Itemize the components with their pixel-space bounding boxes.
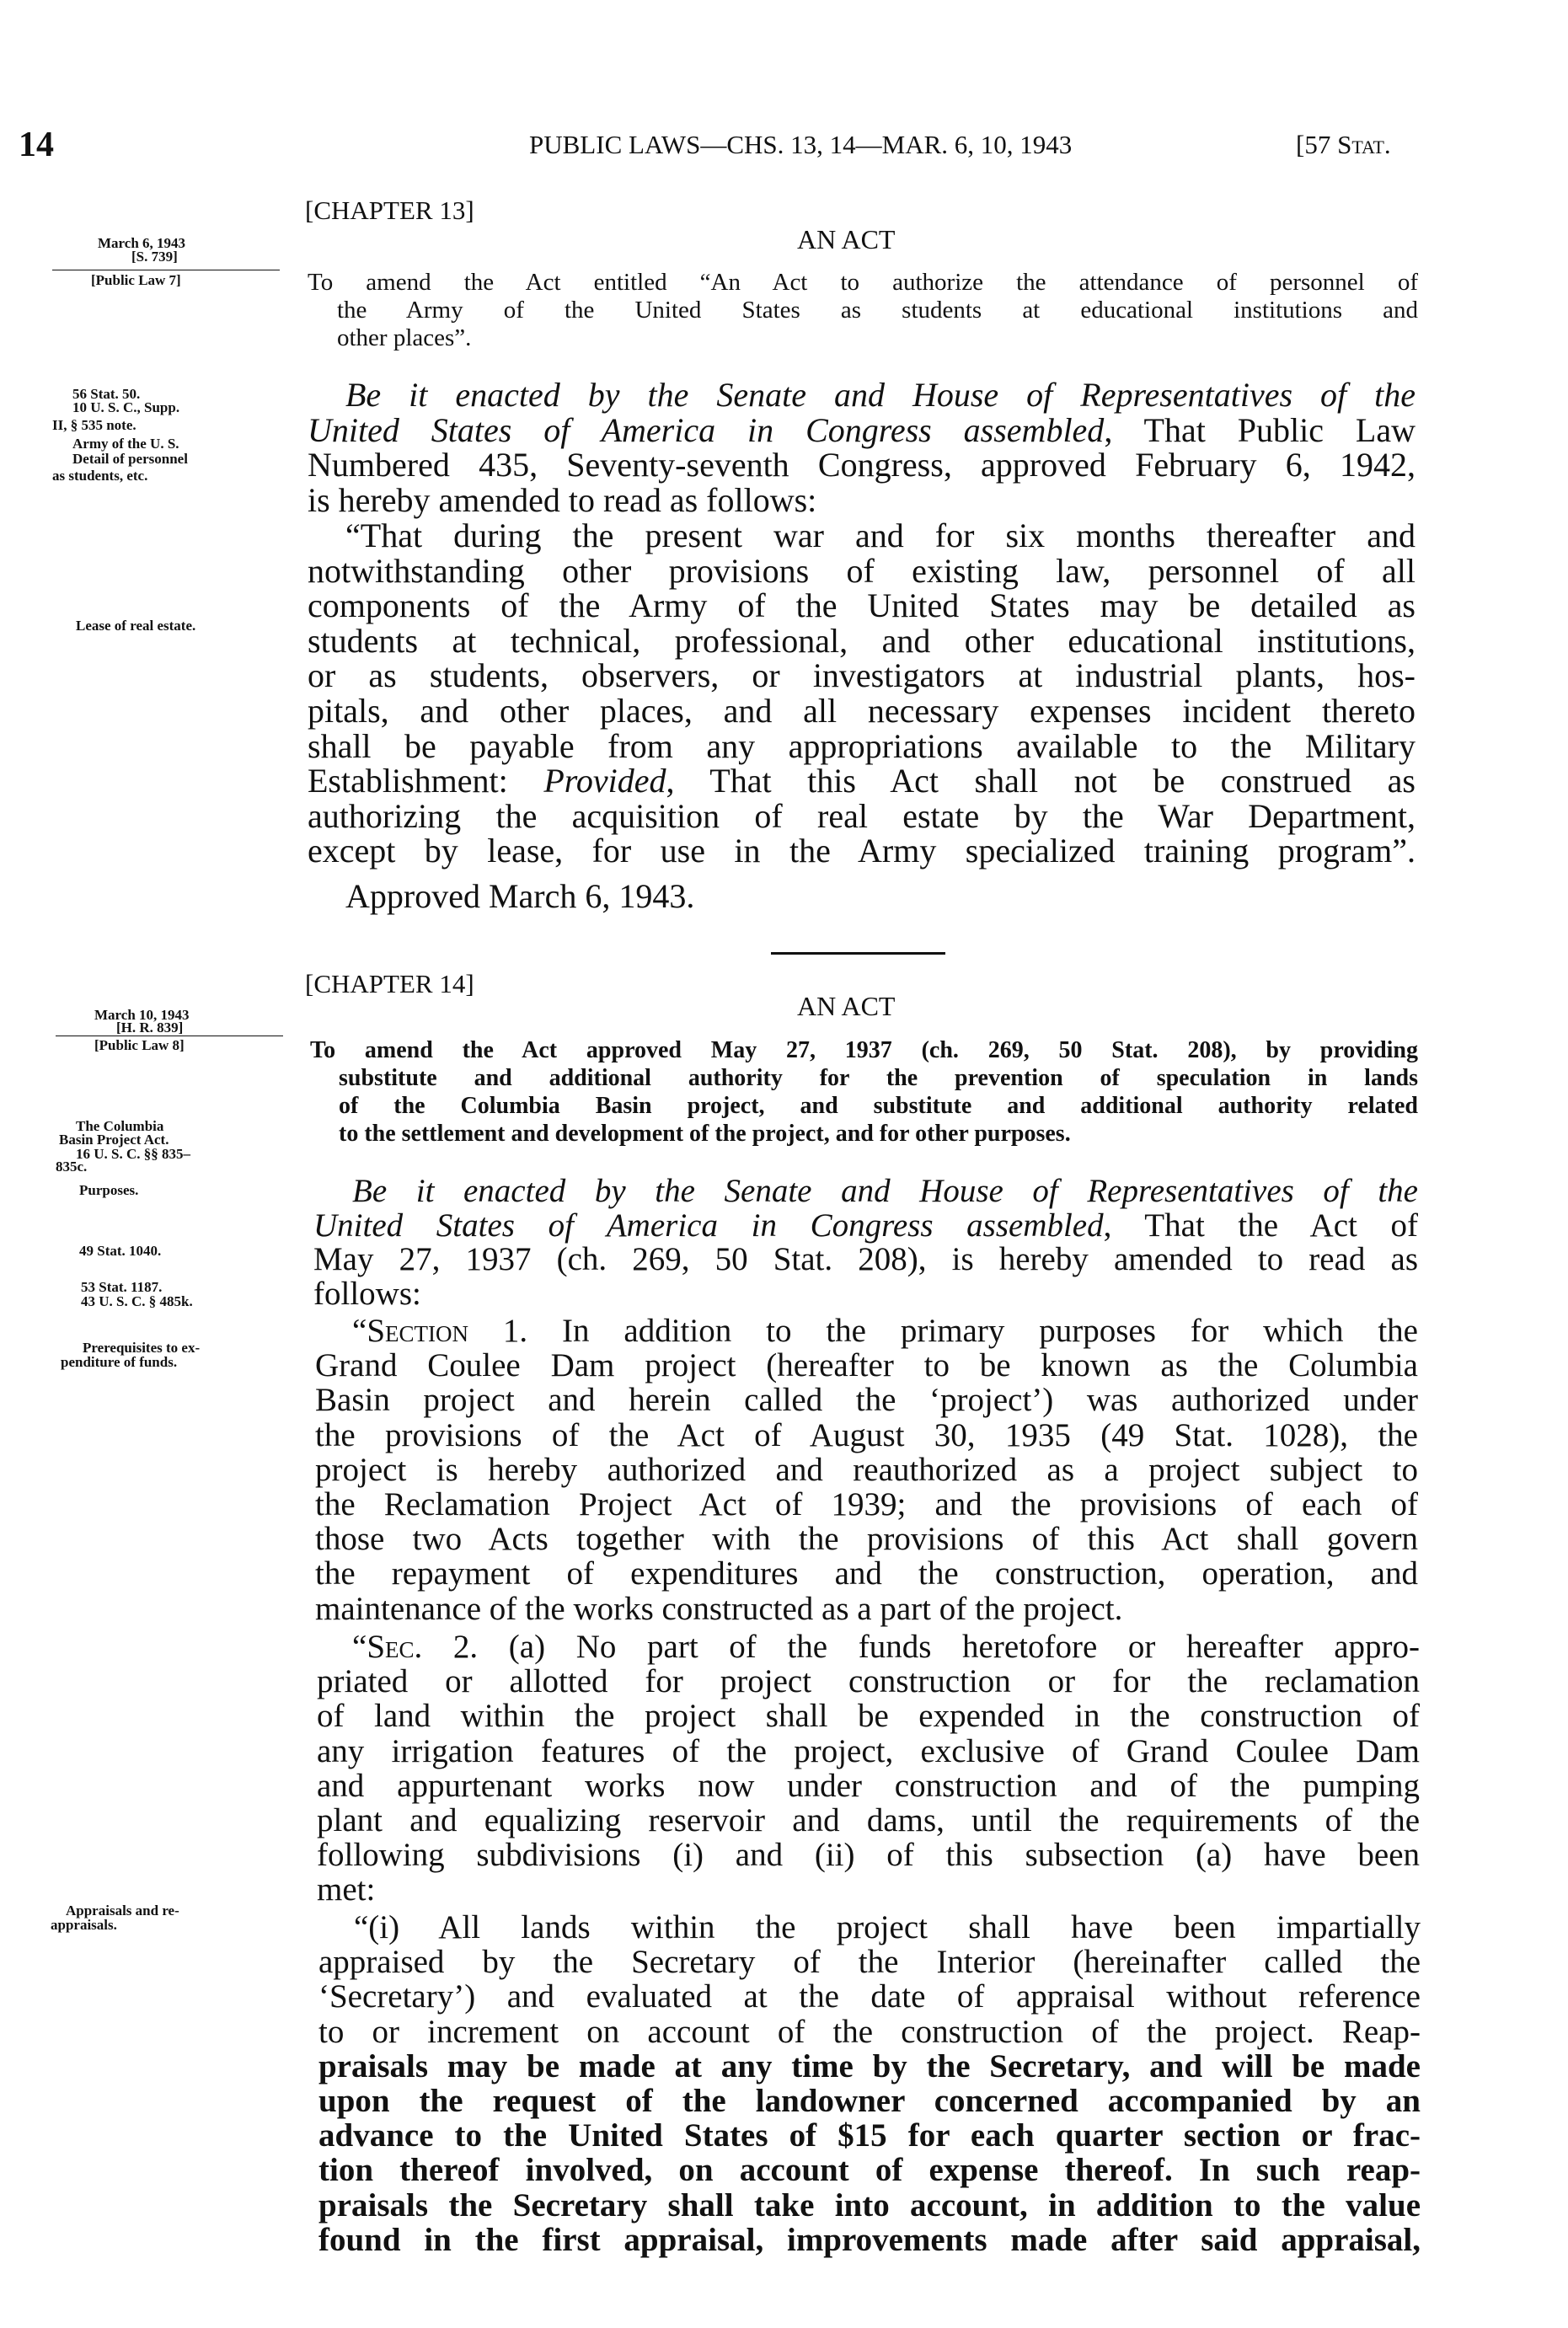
text-line <box>308 480 1415 519</box>
text-segment: priated or allotted for project construction or for the reclamation <box>317 1663 1420 1700</box>
text-segment: “(i) All lands within the project shall have been impartially <box>354 1909 1421 1945</box>
text-segment: those two Acts together with the provisions of this Act shall govern <box>315 1521 1418 1558</box>
text-segment: notwithstanding other provisions of existing law, personnel of all <box>308 551 1415 590</box>
chapter-14-margin-note: 16 U. S. C. §§ 835– <box>76 1146 191 1162</box>
text-segment: pitals, and other places, and all necessary expenses incident thereto <box>308 692 1415 730</box>
chapter-14-margin-note: 53 Stat. 1187. <box>81 1279 163 1295</box>
chapter-14-act-heading: AN ACT <box>797 991 896 1021</box>
text-segment: 1. In addition to the primary purposes for which the <box>468 1313 1418 1349</box>
chapter-14-margin-note: The Columbia <box>76 1118 164 1134</box>
text-segment: To amend the Act approved May 27, 1937 (ch. 269, 50 Stat. 208), by providing <box>310 1037 1418 1063</box>
text-segment: of the Columbia Basin project, and substitute and additional authority related <box>339 1093 1418 1119</box>
text-line <box>352 1314 1418 1348</box>
italic-text: Be it enacted by the Senate and House of Representatives of the <box>352 1173 1418 1209</box>
text-line <box>317 1769 1420 1803</box>
text-line <box>318 2015 1421 2049</box>
text-segment: , That the Act of <box>1103 1207 1418 1244</box>
chapter-14-margin-note: Basin Project Act. <box>59 1132 169 1148</box>
text-line <box>345 879 1415 914</box>
text-line <box>317 1803 1420 1838</box>
text-line <box>352 1175 1418 1209</box>
text-segment: tion thereof involved, on account of expense thereof. In such reap- <box>318 2152 1421 2189</box>
text-line <box>318 2084 1421 2118</box>
text-line <box>308 410 1415 449</box>
text-line <box>352 1630 1420 1664</box>
chapter-13-margin-note: as students, etc. <box>52 468 148 484</box>
text-segment: Numbered 435, Seventy-seventh Congress, approved February 6, 1942, <box>308 446 1415 484</box>
text-line <box>315 1487 1418 1522</box>
chapter-14-margin-note: Appraisals and re- <box>66 1903 179 1919</box>
text-segment: , That Public Law <box>1104 410 1415 449</box>
text-segment: Establishment: <box>308 762 544 800</box>
running-title: PUBLIC LAWS—CHS. 13, 14—MAR. 6, 10, 1943 <box>529 130 1073 159</box>
text-segment: to or increment on account of the construction of the project. Reap- <box>318 2013 1421 2050</box>
chapter-13-margin-note: Detail of personnel <box>72 451 188 467</box>
chapter-13-public-law: [Public Law 7] <box>91 272 181 288</box>
chapter-14-date: March 10, 1943 <box>94 1007 190 1023</box>
text-line <box>318 1945 1421 1979</box>
text-segment: the Army of the United States as students at educational institutions and <box>337 297 1418 324</box>
chapter-13-margin-note: II, § 535 note. <box>52 417 136 433</box>
text-segment: appraised by the Secretary of the Interior (hereinafter called the <box>318 1944 1421 1981</box>
text-line <box>339 1064 1418 1092</box>
text-line <box>315 1556 1418 1591</box>
text-segment: Grand Coulee Dam project (hereafter to be known as the Columbia <box>315 1347 1418 1384</box>
text-segment: May 27, 1937 (ch. 269, 50 Stat. 208), is hereby amended to read as <box>313 1241 1418 1277</box>
text-segment: students at technical, professional, and other educational institutions, <box>308 621 1415 660</box>
text-line <box>317 1734 1420 1769</box>
text-segment: Approved March 6, 1943. <box>345 877 695 915</box>
text-line <box>308 726 1415 765</box>
text-line <box>339 1120 1418 1148</box>
text-line <box>345 377 1415 413</box>
text-line <box>308 588 1415 623</box>
text-line <box>315 1522 1418 1556</box>
text-line <box>308 447 1415 483</box>
text-segment: other places”. <box>337 324 472 351</box>
italic-text: United States of America in Congress assembled <box>313 1207 1104 1244</box>
text-line <box>310 1036 1418 1064</box>
text-line <box>315 1348 1418 1383</box>
text-line <box>318 2223 1421 2257</box>
text-line <box>315 1592 1418 1626</box>
text-segment: or as students, observers, or investigators at industrial plants, hos- <box>308 656 1415 695</box>
text-segment: , That this Act shall not be construed as <box>666 762 1415 800</box>
text-segment: “That during the present war and for six months thereafter and <box>345 516 1415 554</box>
text-segment: and appurtenant works now under construction and of the pumping <box>317 1767 1420 1804</box>
text-line <box>315 1383 1418 1417</box>
chapter-14-margin-note: Purposes. <box>79 1182 139 1198</box>
chapter-14-heading: [CHAPTER 14] <box>305 969 474 998</box>
chapter-13-margin-note: Lease of real estate. <box>76 618 196 634</box>
text-line <box>337 324 1418 352</box>
chapter-13-date: March 6, 1943 <box>98 235 186 251</box>
text-segment: maintenance of the works constructed as a part of the project. <box>315 1590 1123 1627</box>
chapter-13-margin-note: 56 Stat. 50. <box>72 386 141 402</box>
text-line <box>318 2153 1421 2187</box>
chapter-13-margin-note: Army of the U. S. <box>72 436 179 452</box>
text-segment: “ <box>352 1313 367 1349</box>
text-line <box>318 2118 1421 2153</box>
text-line <box>317 1699 1420 1733</box>
text-segment: met: <box>317 1871 376 1908</box>
text-line <box>345 518 1415 554</box>
text-segment: substitute and additional authority for the prevention of speculation in lands <box>339 1065 1418 1091</box>
italic-text: Be it enacted by the Senate and House of Representatives of the <box>345 376 1415 414</box>
text-segment: project is hereby authorized and reauthorized as a project subject to <box>315 1451 1418 1488</box>
text-line <box>308 658 1415 693</box>
text-segment: upon the request of the landowner concerned accompanied by an <box>318 2083 1421 2119</box>
text-line <box>313 1277 1418 1312</box>
text-segment: the provisions of the Act of August 30, 1935 (49 Stat. 1028), the <box>315 1416 1418 1453</box>
chapter-14-bill: [H. R. 839] <box>116 1020 184 1036</box>
text-segment: following subdivisions (i) and (ii) of this subsection (a) have been <box>317 1837 1420 1874</box>
chapter-14-margin-note: 49 Stat. 1040. <box>79 1243 162 1259</box>
text-line <box>308 833 1415 869</box>
chapter-14-margin-note: appraisals. <box>51 1917 117 1933</box>
text-line <box>308 551 1415 590</box>
italic-text: United States of America in Congress assembled <box>308 410 1105 449</box>
text-segment: the Reclamation Project Act of 1939; and the provisions of each of <box>315 1486 1418 1523</box>
chapter-13-margin-note: 10 U. S. C., Supp. <box>72 399 180 415</box>
chapter-13-act-heading: AN ACT <box>797 224 896 254</box>
text-segment: praisals may be made at any time by the Secretary, and will be made <box>318 2047 1421 2084</box>
text-segment: praisals the Secretary shall take into account, in addition to the value <box>318 2186 1421 2224</box>
chapter-14-margin-note: 43 U. S. C. § 485k. <box>81 1293 193 1309</box>
chapter-13-heading: [CHAPTER 13] <box>305 195 474 225</box>
chapter-14-margin-note: penditure of funds. <box>61 1354 178 1370</box>
text-segment: follows: <box>313 1275 421 1312</box>
text-line <box>308 763 1415 799</box>
text-segment: except by lease, for use in the Army specialized training program”. <box>308 832 1415 870</box>
text-segment: authorizing the acquisition of real estate by the War Department, <box>308 796 1415 835</box>
text-line <box>318 2188 1421 2223</box>
text-segment: ‘Secretary’) and evaluated at the date of appraisal without reference <box>318 1978 1421 2015</box>
text-segment: Basin project and herein called the ‘project’) was authorized under <box>315 1382 1418 1419</box>
page-number: 14 <box>19 126 54 164</box>
text-segment: of land within the project shall be expended in the construction of <box>317 1698 1420 1735</box>
italic-text: Provided <box>543 762 666 800</box>
text-segment: To amend the Act entitled “An Act to authorize the attendance of personnel of <box>308 269 1418 296</box>
chapter-14-public-law: [Public Law 8] <box>94 1037 185 1053</box>
text-line <box>339 1092 1418 1120</box>
text-line <box>315 1453 1418 1487</box>
chapter-14-margin-note: Prerequisites to ex- <box>83 1340 201 1356</box>
text-line <box>317 1872 1420 1907</box>
text-line <box>313 1243 1418 1277</box>
text-segment: advance to the United States of $15 for each quarter section or frac- <box>318 2117 1421 2154</box>
text-line <box>308 623 1415 659</box>
text-line <box>318 2049 1421 2084</box>
text-line <box>308 269 1418 297</box>
text-line <box>317 1838 1420 1872</box>
text-line <box>337 297 1418 324</box>
chapter-13-bill: [S. 739] <box>131 249 178 265</box>
text-segment: any irrigation features of the project, exclusive of Grand Coulee Dam <box>317 1732 1420 1769</box>
text-segment: is hereby amended to read as follows: <box>308 480 817 519</box>
text-line <box>317 1664 1420 1699</box>
text-segment: found in the first appraisal, improvements made after said appraisal, <box>318 2221 1421 2258</box>
volume-reference: [57 Stat. <box>1296 130 1391 159</box>
text-line <box>308 693 1415 729</box>
text-line <box>354 1910 1421 1945</box>
small-caps-text: Sec. <box>367 1629 423 1665</box>
chapter-14-margin-note: 835c. <box>56 1159 88 1175</box>
text-segment: components of the Army of the United States may be detailed as <box>308 586 1415 625</box>
text-segment: the repayment of expenditures and the construction, operation, and <box>315 1555 1418 1592</box>
chapter-separator-rule <box>771 952 945 955</box>
text-line <box>308 796 1415 835</box>
text-segment: “ <box>352 1629 367 1665</box>
text-segment: shall be payable from any appropriations available to the Military <box>308 726 1415 765</box>
text-segment: to the settlement and development of the project, and for other purposes. <box>339 1121 1071 1147</box>
text-line <box>318 1979 1421 2014</box>
text-line <box>313 1209 1418 1244</box>
small-caps-text: Section <box>367 1313 468 1349</box>
text-segment: plant and equalizing reservoir and dams, until the requirements of the <box>317 1802 1420 1838</box>
text-segment: 2. (a) No part of the funds heretofore or hereafter appro- <box>422 1629 1420 1665</box>
text-line <box>315 1418 1418 1453</box>
